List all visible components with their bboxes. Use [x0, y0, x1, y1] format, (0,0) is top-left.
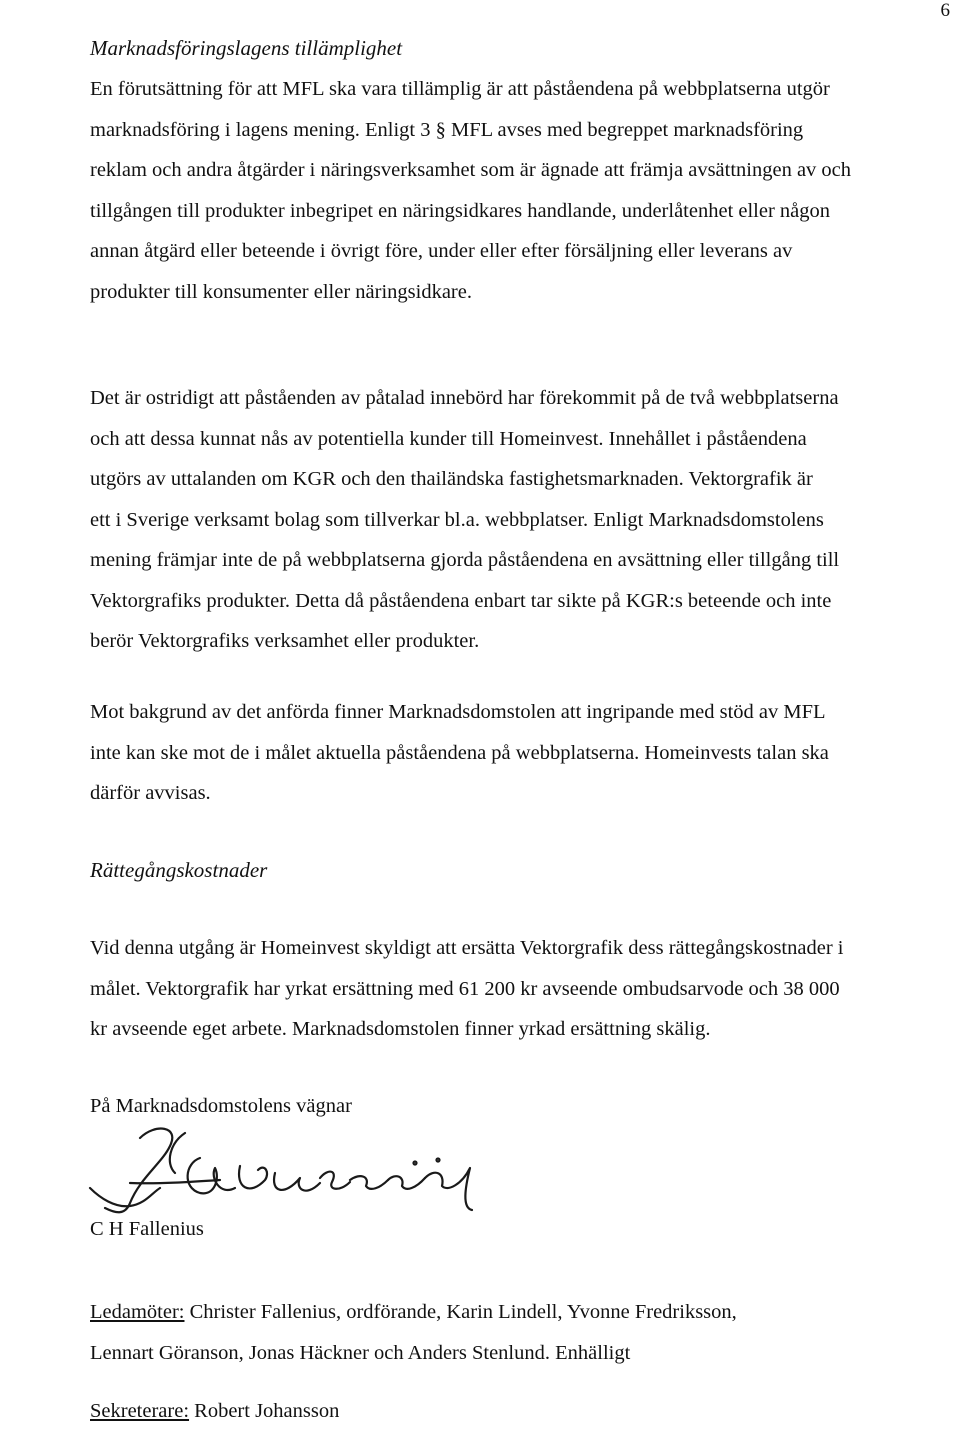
text-line: tillgången till produkter inbegripet en näringsidkares handlande, underlåtenhet eller någon [90, 199, 831, 222]
text-line: därför avvisas. [90, 782, 211, 804]
text-line: målet. Vektorgrafik har yrkat ersättning med 61 200 kr avseende ombudsarvode och 38 000 [90, 977, 840, 1000]
secretary [90, 1400, 339, 1423]
paragraph-mfl-applicability [90, 69, 945, 312]
members-line-2: Lennart Göranson, Jonas Häckner och Anders Stenlund. Enhälligt [90, 1342, 631, 1364]
text-line: Vektorgrafiks produkter. Detta då påståendena enbart tar sikte på KGR:s beteende och inte [90, 589, 832, 612]
secretary-name: Robert Johansson [189, 1400, 340, 1422]
page-number: 6 [940, 0, 950, 21]
text-line: inte kan ske mot de i målet aktuella påståendena på webbplatserna. Homeinvests talan ska [90, 741, 829, 764]
paragraph-conclusion [90, 692, 945, 814]
text-line: ett i Sverige verksamt bolag som tillverkar bl.a. webbplatser. Enligt Marknadsdomstolens [90, 508, 824, 531]
text-line: Vid denna utgång är Homeinvest skyldigt att ersätta Vektorgrafik dess rättegångskostnader i [90, 937, 844, 959]
members-list [90, 1292, 945, 1374]
members-label: Ledamöter: [90, 1301, 185, 1323]
section-heading-mfl: Marknadsföringslagens tillämplighet [90, 36, 403, 60]
text-line: reklam och andra åtgärder i näringsverksamhet som är ägnade att främja avsättningen av och [90, 159, 852, 181]
text-line: mening främjar inte de på webbplatserna gjorda påståendena en avsättning eller tillgång till [90, 549, 840, 571]
text-line: annan åtgärd eller beteende i övrigt före, under eller efter försäljning eller leverans av [90, 240, 793, 262]
paragraph-costs [90, 928, 945, 1050]
text-line: berör Vektorgrafiks verksamhet eller produkter. [90, 630, 480, 652]
text-line: Det är ostridigt att påståenden av påtalad innebörd har förekommit på de två webbplatserna [90, 387, 839, 409]
handwritten-signature [70, 1118, 490, 1228]
text-line: kr avseende eget arbete. Marknadsdomstolen finner yrkad ersättning skälig. [90, 1018, 711, 1040]
signature-intro: På Marknadsdomstolens vägnar [90, 1095, 352, 1117]
signer-name: C H Fallenius [90, 1218, 204, 1240]
members-names: Christer Fallenius, ordförande, Karin Lindell, Yvonne Fredriksson, [184, 1301, 737, 1323]
secretary-label: Sekreterare: [90, 1400, 190, 1422]
text-line: produkter till konsumenter eller näringsidkare. [90, 280, 472, 303]
paragraph-assessment [90, 378, 945, 662]
section-heading-costs: Rättegångskostnader [90, 858, 268, 882]
members-line-1 [90, 1292, 945, 1333]
text-line: Mot bakgrund av det anförda finner Marknadsdomstolen att ingripande med stöd av MFL [90, 701, 826, 723]
text-line: utgörs av uttalanden om KGR och den thailändska fastighetsmarknaden. Vektorgrafik är [90, 468, 813, 490]
text-line: marknadsföring i lagens mening. Enligt 3 § MFL avses med begreppet marknadsföring [90, 118, 804, 141]
text-line: En förutsättning för att MFL ska vara tillämplig är att påståendena på webbplatserna utgör [90, 78, 830, 100]
text-line: och att dessa kunnat nås av potentiella kunder till Homeinvest. Innehållet i påståendena [90, 427, 807, 450]
